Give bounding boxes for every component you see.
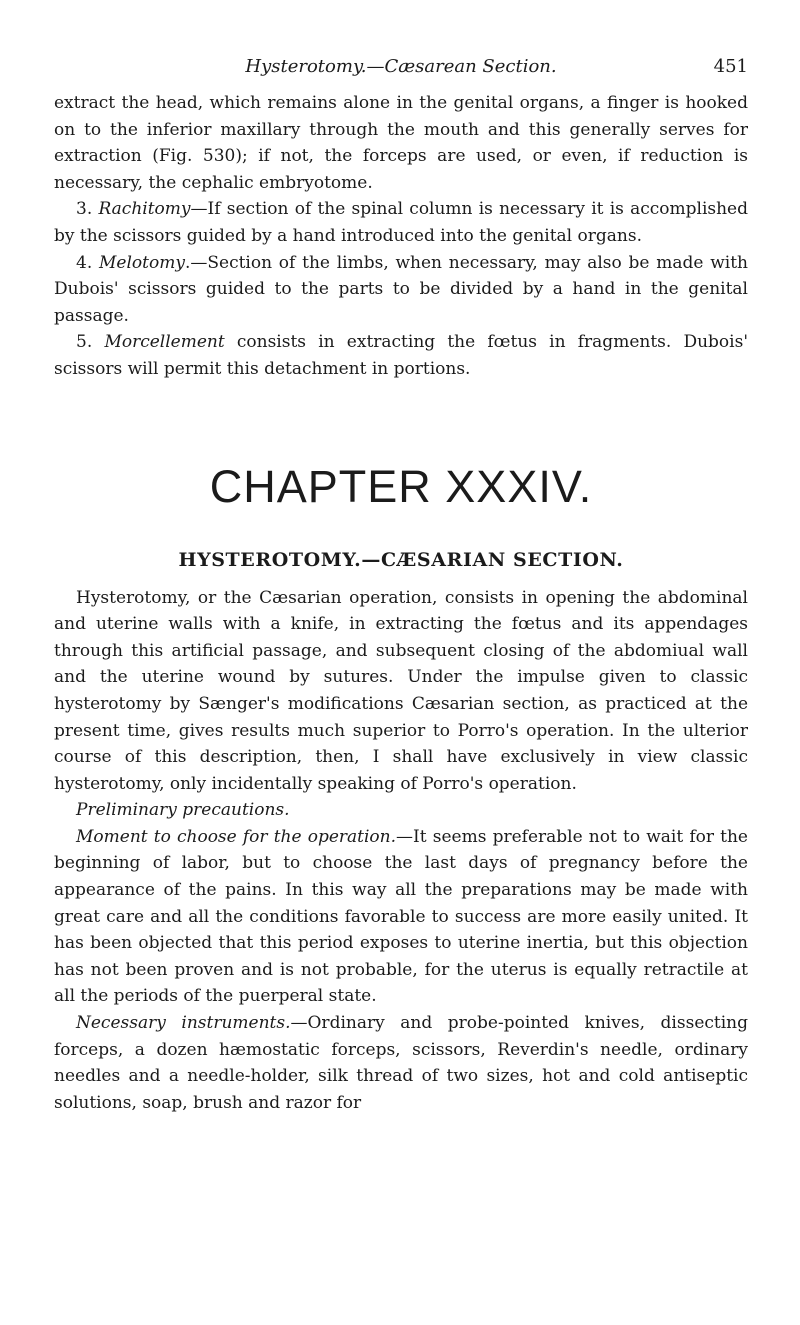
- body-paragraph-moment: [54, 824, 748, 1010]
- section-heading: HYSTEROTOMY.—CÆSARIAN SECTION.: [178, 548, 624, 571]
- running-head: [54, 56, 748, 90]
- list-item-text: consists in extracting the fœtus in fragments. Dubois' scissors will permit this detachment in portions.: [54, 332, 749, 379]
- list-item-term: Morcellement: [104, 332, 225, 353]
- list-item-term: Rachitomy: [98, 199, 191, 220]
- moment-label: Moment to choose for the operation.: [76, 826, 397, 847]
- list-item-number: 4.: [76, 252, 93, 273]
- intro-paragraph: extract the head, which remains alone in the genital organs, a finger is hooked on to the inferior maxillary through the mouth and this generally serves for extraction (Fig. 530); if not, the forceps are used, or even, if reduction is necessary, the cephalic embryotome.: [54, 93, 748, 193]
- instruments-text: —Ordinary and probe-pointed knives, dissecting forceps, a dozen hæmostatic forceps, scissors, Reverdin's needle, ordinary needles and a needle-holder, silk thread of two sizes, hot and cold antiseptic solutions, soap, brush and razor for: [54, 1013, 749, 1113]
- page-number: 451: [713, 56, 748, 77]
- instruments-label: Necessary instruments.: [76, 1013, 291, 1034]
- list-item-text: —If section of the spinal column is necessary it is accomplished by the scissors guided by a hand introduced into the genital organs.: [54, 199, 748, 246]
- list-item-text: .—Section of the limbs, when necessary, may also be made with Dubois' scissors guided to the parts to be divided by a hand in the genital passage.: [54, 252, 749, 326]
- list-item-rachitomy: [54, 196, 748, 249]
- body-paragraph-definition: Hysterotomy, or the Cæsarian operation, consists in opening the abdominal and uterine walls with a knife, in extracting the fœtus and its appendages through this artificial passage, and subsequent closing of the abdomiual wall and the uterine wound by sutures. Under the impulse given to classic hysterotomy by Sænger's modifications Cæsarian section, as practiced at the present time, gives results much superior to Porro's operation. In the ulterior course of this description, then, I shall have exclusively in view classic hysterotomy, only incidentally speaking of Porro's operation.: [54, 587, 748, 794]
- body-paragraph-instruments: [54, 1010, 748, 1116]
- list-item-number: 5.: [76, 332, 93, 353]
- list-item-number: 3.: [76, 199, 93, 220]
- preliminary-precautions-subheading: Preliminary precautions.: [76, 800, 290, 821]
- running-title: Hysterotomy.—Cæsarean Section.: [245, 56, 557, 77]
- list-item-morcellement: [54, 329, 748, 382]
- moment-text: —It seems preferable not to wait for the beginning of labor, but to choose the last days of pregnancy before the appearance of the pains. In this way all the preparations may be made with great care and all the conditions favorable to success are more easily united. It has been objected that this period exposes to uterine inertia, but this objection has not been proven and is not probable, for the uterus is equally retractile at all the periods of the puerperal state.: [54, 826, 748, 1007]
- list-item-melotomy: [54, 250, 748, 330]
- chapter-heading: CHAPTER XXXIV.: [209, 460, 593, 512]
- book-page: [54, 56, 748, 1116]
- list-item-term: Melotomy: [99, 252, 185, 273]
